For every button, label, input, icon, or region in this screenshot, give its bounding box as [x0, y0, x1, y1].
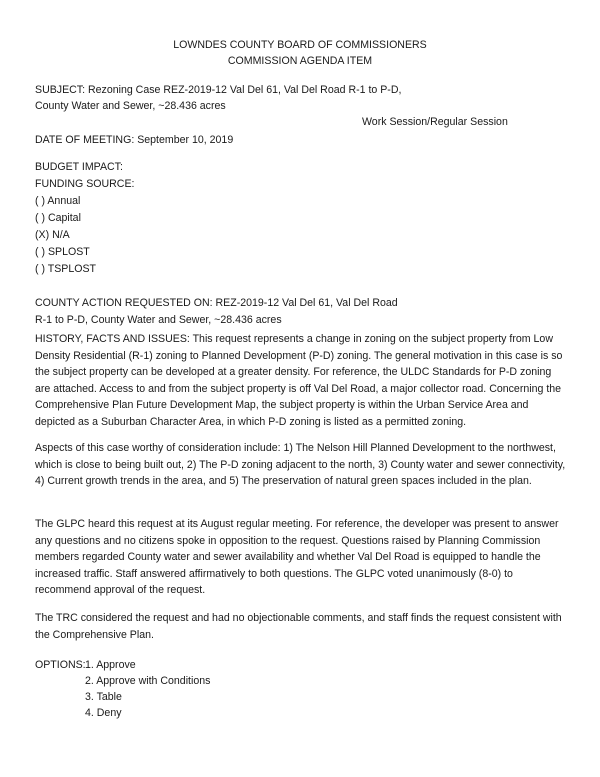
meeting-date: DATE OF MEETING: September 10, 2019	[35, 134, 234, 146]
subject-line-1: SUBJECT: Rezoning Case REZ-2019-12 Val Del 61, Val Del Road R-1 to P-D,	[35, 84, 402, 96]
option-approve-with-conditions: 2. Approve with Conditions	[85, 675, 211, 687]
funding-source-na: (X) N/A	[35, 229, 70, 241]
action-requested-line-1: COUNTY ACTION REQUESTED ON: REZ-2019-12 Val Del 61, Val Del Road	[35, 297, 398, 309]
funding-source-tsplost: ( ) TSPLOST	[35, 263, 97, 275]
option-table: 3. Table	[85, 691, 122, 703]
glpc-paragraph: The GLPC heard this request at its August regular meeting. For reference, the developer was present to answer any questions and no citizens spoke in opposition to the request. Questions raised by Planning Commission members regarded County water and sewer availability and whether Val Del Road is equipped to handle the increased traffic. Staff answered affirmatively to both questions. The GLPC voted unanimously (8-0) to recommend approval of the request.	[35, 518, 559, 597]
funding-source-capital: ( ) Capital	[35, 212, 81, 224]
option-approve: 1. Approve	[85, 659, 136, 671]
subject-line-2: County Water and Sewer, ~28.436 acres	[35, 100, 226, 112]
options-label: OPTIONS:	[35, 659, 86, 671]
funding-source-label: FUNDING SOURCE:	[35, 178, 135, 190]
trc-paragraph: The TRC considered the request and had no objectionable comments, and staff finds the request consistent with the Comprehensive Plan.	[35, 612, 562, 641]
option-deny: 4. Deny	[85, 707, 122, 719]
budget-impact-label: BUDGET IMPACT:	[35, 161, 123, 173]
funding-source-annual: ( ) Annual	[35, 195, 81, 207]
action-requested-line-2: R-1 to P-D, County Water and Sewer, ~28.436 acres	[35, 314, 282, 326]
aspects-paragraph: Aspects of this case worthy of consideration include: 1) The Nelson Hill Planned Development to the northwest, which is close to being built out, 2) The P-D zoning adjacent to the north, 3) County water and sewer connectivity, 4) Current growth trends in the area, and 5) The preservation of natural green spaces included in the plan.	[35, 442, 566, 488]
session-label: Work Session/Regular Session	[362, 116, 508, 128]
funding-source-splost: ( ) SPLOST	[35, 246, 90, 258]
org-title: LOWNDES COUNTY BOARD OF COMMISSIONERS	[173, 39, 427, 51]
doc-type-title: COMMISSION AGENDA ITEM	[227, 55, 373, 67]
history-paragraph: HISTORY, FACTS AND ISSUES: This request represents a change in zoning on the subject property from Low Density Residential (R-1) zoning to Planned Development (P-D) zoning. The general motivation in this case is so the subject property can be developed at a greater density. For reference, the ULDC Standards for P-D zoning are attached. Access to and from the subject property is off Val Del Road, a major collector road. Concerning the Comprehensive Plan Future Development Map, the subject property is within the Urban Service Area and depicted as a Suburban Character Area, in which P-D zoning is listed as a permitted zoning.	[35, 333, 563, 428]
